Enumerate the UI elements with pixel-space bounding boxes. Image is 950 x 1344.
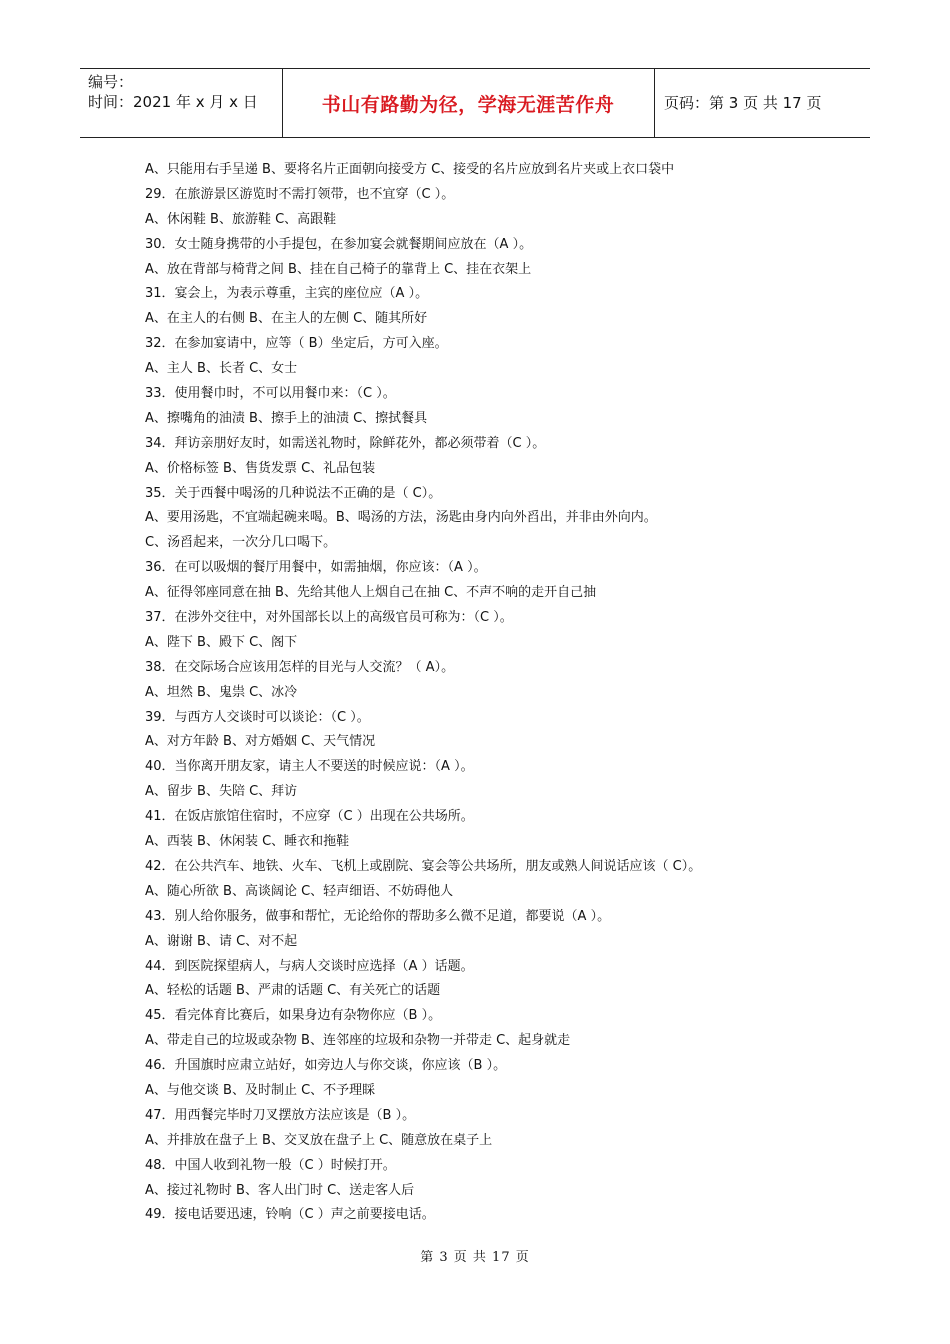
answer-options-line: A、西装 B、休闲装 C、睡衣和拖鞋 xyxy=(145,834,350,850)
header-page-cell xyxy=(654,69,870,137)
answer-options-line: A、价格标签 B、售货发票 C、礼品包装 xyxy=(145,460,376,476)
answer-options-line: A、主人 B、长者 C、女士 xyxy=(145,361,298,377)
document-body xyxy=(145,158,865,1228)
question-line: 37．在涉外交往中，对外国部长以上的高级官员可称为：（C ）。 xyxy=(145,610,513,626)
question-line: 41．在饭店旅馆住宿时，不应穿（C ）出现在公共场所。 xyxy=(145,809,474,825)
question-line: 42．在公共汽车、地铁、火车、飞机上或剧院、宴会等公共场所，朋友或熟人间说话应该（ C）。 xyxy=(145,858,702,874)
answer-options-line: A、留步 B、失陪 C、拜访 xyxy=(145,784,298,800)
answer-options-line: A、放在背部与椅背之间 B、挂在自己椅子的靠背上 C、挂在衣架上 xyxy=(145,261,532,277)
question-line: 30．女士随身携带的小手提包，在参加宴会就餐期间应放在（A ）。 xyxy=(145,236,533,252)
answer-options-line: A、征得邻座同意在抽 B、先给其他人上烟自己在抽 C、不声不响的走开自己抽 xyxy=(145,585,597,601)
answer-options-line: A、接过礼物时 B、客人出门时 C、送走客人后 xyxy=(145,1182,415,1198)
answer-options-line: A、并排放在盘子上 B、交叉放在盘子上 C、随意放在桌子上 xyxy=(145,1132,493,1148)
document-number-label: 编号： xyxy=(88,73,134,91)
answer-options-line: A、与他交谈 B、及时制止 C、不予理睬 xyxy=(145,1082,376,1098)
page-header xyxy=(80,68,870,138)
question-line: 43．别人给你服务，做事和帮忙，无论给你的帮助多么微不足道，都要说（A ）。 xyxy=(145,908,611,924)
answer-options-line: A、休闲鞋 B、旅游鞋 C、高跟鞋 xyxy=(145,211,337,227)
question-line: 49．接电话要迅速，铃响（C ）声之前要接电话。 xyxy=(145,1207,435,1223)
question-line: 46．升国旗时应肃立站好，如旁边人与你交谈，你应该（B ）。 xyxy=(145,1058,507,1074)
answer-options-line: A、随心所欲 B、高谈阔论 C、轻声细语、不妨碍他人 xyxy=(145,883,454,899)
answer-options-line: A、带走自己的垃圾或杂物 B、连邻座的垃圾和杂物一并带走 C、起身就走 xyxy=(145,1033,571,1049)
answer-options-line: C、汤舀起来，一次分几口喝下。 xyxy=(145,535,337,551)
question-line: 44．到医院探望病人，与病人交谈时应选择（A ）话题。 xyxy=(145,958,474,974)
answer-options-line: A、在主人的右侧 B、在主人的左侧 C、随其所好 xyxy=(145,311,428,327)
answer-options-line: A、轻松的话题 B、严肃的话题 C、有关死亡的话题 xyxy=(145,983,441,999)
header-motto-cell xyxy=(282,69,655,137)
question-line: 38．在交际场合应该用怎样的目光与人交流？（ A）。 xyxy=(145,659,455,675)
question-line: 32．在参加宴请中，应等（ B）坐定后，方可入座。 xyxy=(145,336,448,352)
question-line: 45．看完体育比赛后，如果身边有杂物你应（B ）。 xyxy=(145,1008,442,1024)
question-line: 40．当你离开朋友家，请主人不要送的时候应说：（A ）。 xyxy=(145,759,474,775)
answer-options-line: A、只能用右手呈递 B、要将名片正面朝向接受方 C、接受的名片应放到名片夹或上衣口袋中 xyxy=(145,162,675,177)
header-motto: 书山有路勤为径，学海无涯苦作舟 xyxy=(321,94,615,116)
page-footer: 第 3 页 共 17 页 xyxy=(420,1250,530,1265)
answer-options-line: A、谢谢 B、请 C、对不起 xyxy=(145,933,298,949)
answer-options-line: A、陛下 B、殿下 C、阁下 xyxy=(145,634,298,650)
question-line: 36．在可以吸烟的餐厅用餐中，如需抽烟，你应该：（A ）。 xyxy=(145,560,487,576)
question-line: 39．与西方人交谈时可以谈论：（C ）。 xyxy=(145,709,370,725)
question-line: 34．拜访亲朋好友时，如需送礼物时，除鲜花外，都必须带着（C ）。 xyxy=(145,435,546,451)
question-line: 33．使用餐巾时，不可以用餐巾来：（C ）。 xyxy=(145,386,396,402)
question-line: 48．中国人收到礼物一般（C ）时候打开。 xyxy=(145,1157,396,1173)
question-line: 47．用西餐完毕时刀叉摆放方法应该是（B ）。 xyxy=(145,1107,416,1123)
question-line: 29．在旅游景区游览时不需打领带，也不宜穿（C ）。 xyxy=(145,186,455,202)
answer-options-line: A、坦然 B、鬼祟 C、冰冷 xyxy=(145,684,298,700)
header-page-number: 页码：第 3 页 共 17 页 xyxy=(664,94,822,112)
answer-options-line: A、要用汤匙，不宜端起碗来喝。B、喝汤的方法，汤匙由身内向外舀出，并非由外向内。 xyxy=(145,510,657,526)
question-line: 31．宴会上，为表示尊重，主宾的座位应（A ）。 xyxy=(145,286,429,302)
answer-options-line: A、擦嘴角的油渍 B、擦手上的油渍 C、擦拭餐具 xyxy=(145,410,428,426)
document-time-label: 时间：2021 年 x 月 x 日 xyxy=(88,93,258,111)
header-meta-cell xyxy=(80,69,283,137)
answer-options-line: A、对方年龄 B、对方婚姻 C、天气情况 xyxy=(145,734,376,750)
question-line: 35．关于西餐中喝汤的几种说法不正确的是（ C）。 xyxy=(145,485,442,501)
